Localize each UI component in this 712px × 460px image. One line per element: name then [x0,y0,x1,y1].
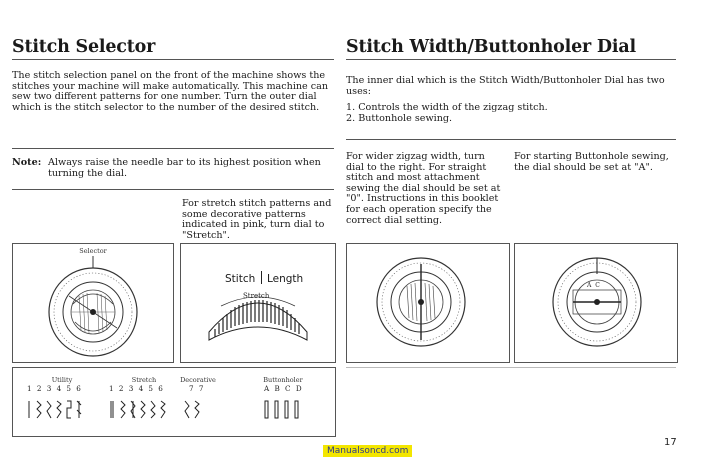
length-label: Length [266,273,304,285]
left-note-rule [12,189,334,190]
selector-label: Selector [79,247,107,255]
width-dial-figure [346,243,510,363]
buttonhole-dial-figure [514,243,678,363]
panel-buttonholer-label: Buttonholer [263,376,303,384]
right-use-1: 1. Controls the width of the zigzag stitch. [346,102,548,113]
left-title-rule [12,59,334,60]
right-use-2: 2. Buttonhole sewing. [346,113,453,124]
right-bottom-rule [346,367,676,368]
note-text: Always raise the needle bar to its highest position when turning the dial. [48,157,321,179]
width-dial-icon [347,244,509,362]
panel-utility-nums: 1 2 3 4 5 6 [27,384,81,393]
right-section-rule [346,139,676,140]
note-block [12,158,332,179]
selector-dial-icon [13,244,173,362]
panel-decorative-nums: 7 7 [189,384,204,393]
panel-stretch-label: Stretch [131,376,157,384]
left-intro: The stitch selection panel on the front of the machine shows the stitches your machine will make automatically. This machine can sew two different patterns for one number. Turn the outer dial which is the stitch selector to the number of the desired stitch. [12,70,329,113]
zigzag-instructions: For wider zigzag width, turn dial to the right. For straight stitch and most attachment sewing the dial should be set at "0". Instructions in this booklet for each operation specify the correct dial setting. [346,151,501,226]
right-intro: The inner dial which is the Stitch Width/Buttonholer Dial has two uses: [346,75,665,97]
panel-utility-label: Utility [51,376,73,384]
right-title: Stitch Width/Buttonholer Dial [346,37,636,57]
left-title: Stitch Selector [12,37,156,57]
stitch-length-figure [180,243,336,363]
stretch-instructions: For stretch stitch patterns and some decorative patterns indicated in pink, turn dial to "Stretch". [182,198,332,241]
stitch-patterns-icon [13,368,335,436]
page-number: 17 [664,437,677,448]
buttonhole-dial-icon [515,244,677,362]
stretch-dial-label: Stretch [243,292,270,300]
selector-dial-figure [12,243,174,363]
panel-decorative-label: Decorative [180,376,216,384]
panel-stretch-nums: 1 2 3 4 5 6 [109,384,163,393]
buttonhole-dial-label: A C [587,282,600,289]
stitch-length-dial-icon [181,244,335,362]
buttonhole-instructions: For starting Buttonhole sewing, the dial should be set at "A". [514,151,669,173]
watermark: Manualsoncd.com [323,445,412,457]
left-section-rule [12,148,334,149]
stitch-label: Stitch [225,273,256,285]
stitch-panel [12,367,336,437]
note-label: Note: [12,157,42,168]
panel-buttonholer-letters: A B C D [264,384,302,393]
right-title-rule [346,59,676,60]
